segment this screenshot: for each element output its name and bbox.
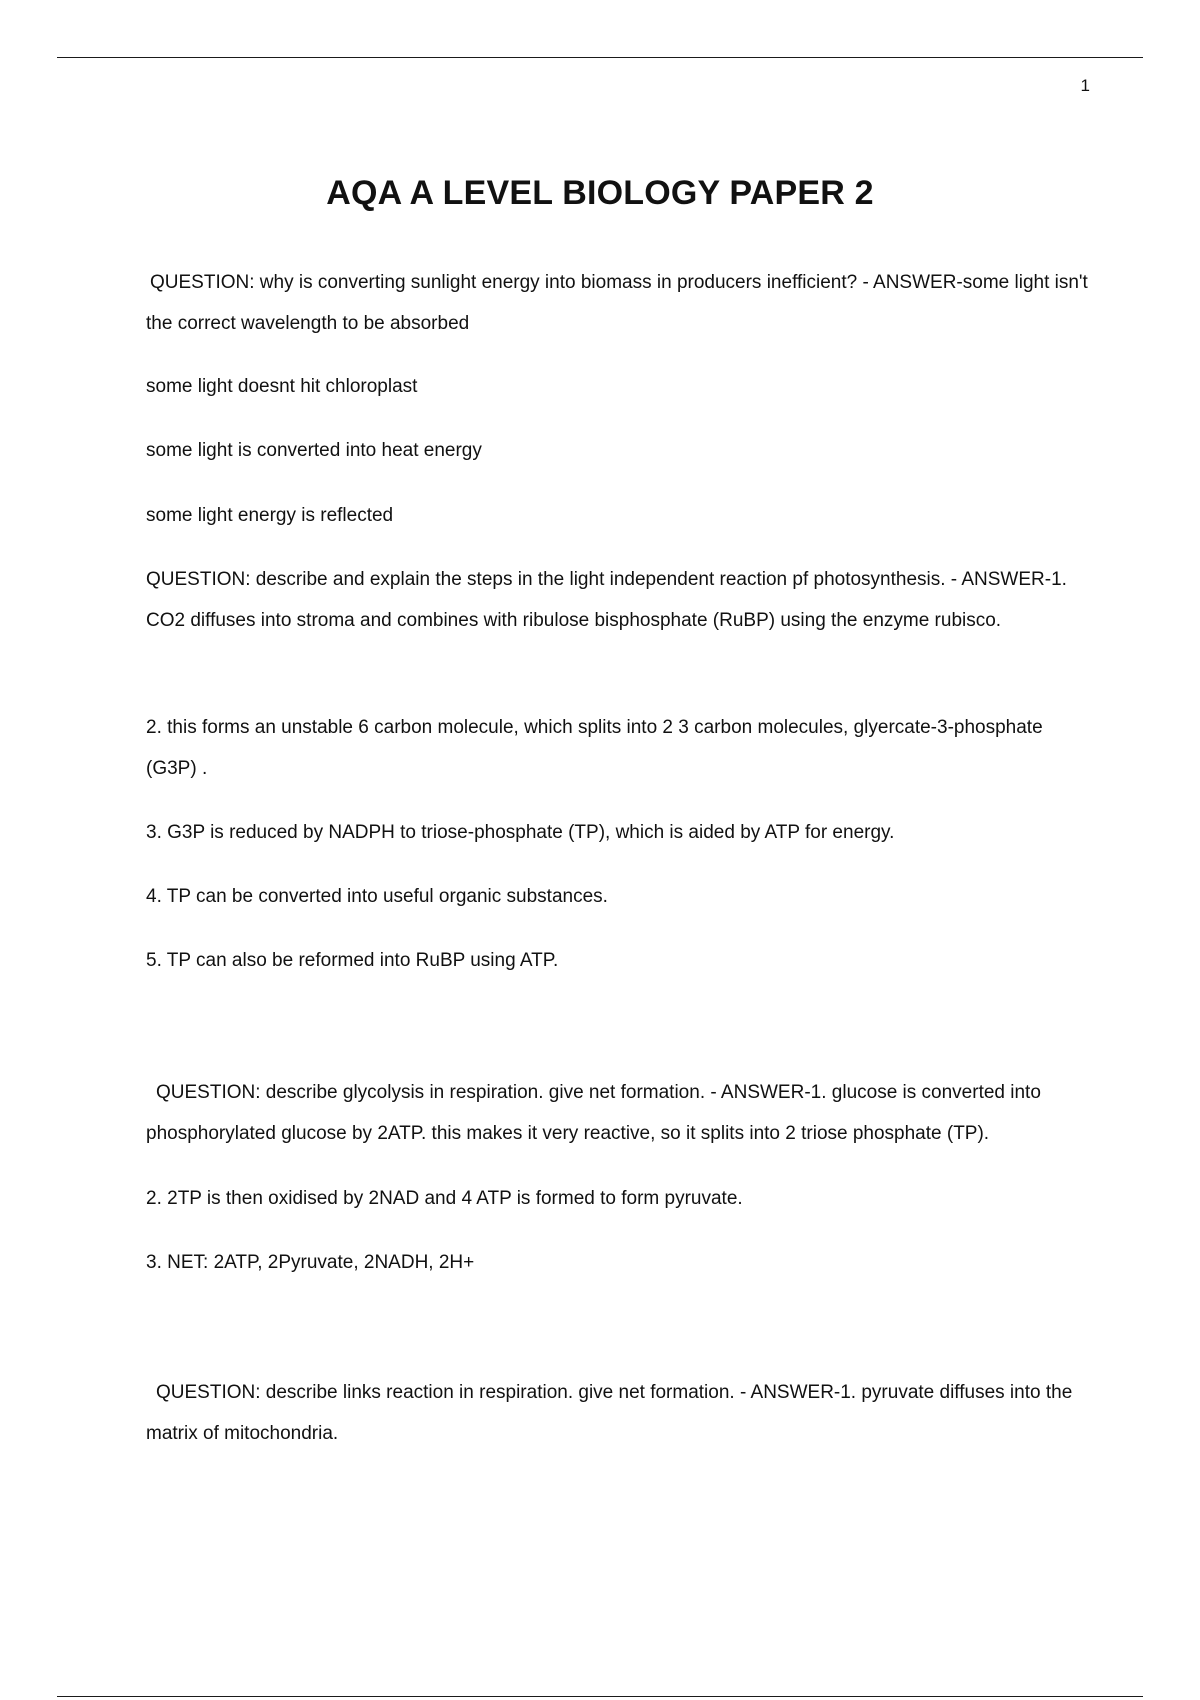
paragraph: some light energy is reflected bbox=[146, 505, 394, 526]
paragraph: QUESTION: why is converting sunlight energy into biomass in producers inefficient? - ANSWER-some light isn't the correct wavelength to be absorbed bbox=[146, 272, 1088, 334]
paragraph: 2. 2TP is then oxidised by 2NAD and 4 ATP is formed to form pyruvate. bbox=[146, 1188, 743, 1209]
paragraph: 4. TP can be converted into useful organic substances. bbox=[146, 886, 608, 907]
paragraph: QUESTION: describe links reaction in respiration. give net formation. - ANSWER-1. pyruvate diffuses into the matrix of mitochondria. bbox=[146, 1382, 1073, 1444]
paragraph: some light doesnt hit chloroplast bbox=[146, 376, 418, 397]
footer-rule bbox=[57, 1696, 1143, 1697]
paragraph: 3. G3P is reduced by NADPH to triose-phosphate (TP), which is aided by ATP for energy. bbox=[146, 822, 895, 843]
paragraph: 2. this forms an unstable 6 carbon molecule, which splits into 2 3 carbon molecules, glyercate-3-phosphate (G3P) . bbox=[146, 717, 1043, 779]
document-title: AQA A LEVEL BIOLOGY PAPER 2 bbox=[326, 174, 874, 212]
paragraph: 5. TP can also be reformed into RuBP using ATP. bbox=[146, 950, 559, 971]
page-number: 1 bbox=[1080, 76, 1090, 95]
paragraph: some light is converted into heat energy bbox=[146, 440, 482, 461]
header-rule bbox=[57, 57, 1143, 58]
paragraph: QUESTION: describe and explain the steps in the light independent reaction pf photosynthesis. - ANSWER-1. CO2 diffuses into stroma and combines with ribulose bisphosphate (RuBP) using the enzyme rubisco. bbox=[146, 569, 1067, 631]
paragraph: 3. NET: 2ATP, 2Pyruvate, 2NADH, 2H+ bbox=[146, 1252, 475, 1273]
paragraph: QUESTION: describe glycolysis in respiration. give net formation. - ANSWER-1. glucose is converted into phosphorylated glucose by 2ATP. this makes it very reactive, so it splits into 2 triose phosphate (TP). bbox=[146, 1082, 1041, 1144]
